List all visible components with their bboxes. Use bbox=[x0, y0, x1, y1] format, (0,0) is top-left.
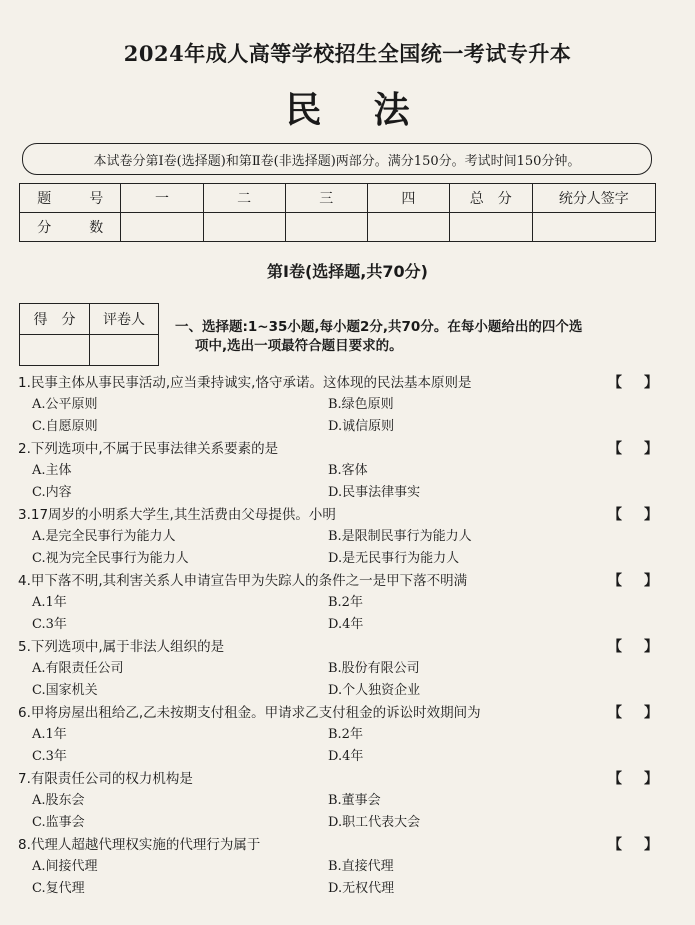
question-option: A.有限责任公司 bbox=[32, 661, 124, 676]
bracket-close: 】 bbox=[644, 507, 658, 523]
question-option: B.客体 bbox=[328, 463, 368, 478]
question-stem: 1.民事主体从事民事活动,应当秉持诚实,恪守承诺。这体现的民法基本原则是 bbox=[18, 375, 472, 391]
question-option: B.2年 bbox=[328, 727, 363, 742]
score-table-cell[interactable] bbox=[367, 213, 449, 242]
grader-score-cell[interactable] bbox=[20, 335, 90, 366]
answer-bracket[interactable] bbox=[608, 438, 658, 460]
section-title: 第Ⅰ卷(选择题,共70分) bbox=[267, 262, 428, 281]
question-item bbox=[18, 834, 658, 900]
bracket-open: 【 bbox=[608, 771, 622, 787]
question-option: C.内容 bbox=[32, 485, 72, 500]
question-option: D.无权代理 bbox=[328, 881, 395, 896]
question-stem: 4.甲下落不明,其利害关系人申请宣告甲为失踪人的条件之一是甲下落不明满 bbox=[18, 573, 468, 589]
answer-bracket[interactable] bbox=[608, 570, 658, 592]
question-option: C.3年 bbox=[32, 749, 67, 764]
bracket-close: 】 bbox=[644, 771, 658, 787]
score-table-score-row bbox=[20, 213, 656, 242]
score-table-cell: 一 bbox=[121, 184, 203, 213]
score-table-cell: 二 bbox=[203, 184, 285, 213]
question-option: D.4年 bbox=[328, 749, 364, 764]
question-option: A.间接代理 bbox=[32, 859, 98, 874]
question-item bbox=[18, 768, 658, 834]
question-stem: 6.甲将房屋出租给乙,乙未按期支付租金。甲请求乙支付租金的诉讼时效期间为 bbox=[18, 705, 481, 721]
question-option: B.是限制民事行为能力人 bbox=[328, 529, 472, 544]
question-option: B.直接代理 bbox=[328, 859, 394, 874]
answer-bracket[interactable] bbox=[608, 636, 658, 658]
answer-bracket[interactable] bbox=[608, 702, 658, 724]
question-item bbox=[18, 504, 658, 570]
bracket-open: 【 bbox=[608, 507, 622, 523]
part-intro-line: 项中,选出一项最符合题目要求的。 bbox=[195, 338, 403, 354]
question-option: C.国家机关 bbox=[32, 683, 98, 698]
score-table-cell[interactable] bbox=[532, 213, 655, 242]
question-option: B.股份有限公司 bbox=[328, 661, 420, 676]
bracket-close: 】 bbox=[644, 705, 658, 721]
question-stem: 2.下列选项中,不属于民事法律关系要素的是 bbox=[18, 441, 279, 457]
bracket-open: 【 bbox=[608, 639, 622, 655]
score-table-cell: 题 号 bbox=[20, 184, 121, 213]
question-item bbox=[18, 636, 658, 702]
part-intro bbox=[175, 318, 655, 356]
answer-bracket[interactable] bbox=[608, 834, 658, 856]
score-table bbox=[19, 183, 656, 242]
score-table-cell: 三 bbox=[285, 184, 367, 213]
exam-instructions: 本试卷分第Ⅰ卷(选择题)和第Ⅱ卷(非选择题)两部分。满分150分。考试时间150分钟。 bbox=[22, 143, 652, 175]
score-table-cell[interactable] bbox=[449, 213, 532, 242]
question-option: C.监事会 bbox=[32, 815, 85, 830]
question-option: D.个人独资企业 bbox=[328, 683, 421, 698]
question-option: A.是完全民事行为能力人 bbox=[32, 529, 176, 544]
question-stem: 8.代理人超越代理权实施的代理行为属于 bbox=[18, 837, 261, 853]
question-option: D.是无民事行为能力人 bbox=[328, 551, 460, 566]
question-option: A.主体 bbox=[32, 463, 72, 478]
score-table-cell: 四 bbox=[367, 184, 449, 213]
question-option: A.1年 bbox=[32, 727, 67, 742]
question-item bbox=[18, 702, 658, 768]
question-list bbox=[18, 372, 658, 900]
question-option: D.4年 bbox=[328, 617, 364, 632]
answer-bracket[interactable] bbox=[608, 504, 658, 526]
question-option: B.绿色原则 bbox=[328, 397, 394, 412]
question-option: B.2年 bbox=[328, 595, 363, 610]
grader-box bbox=[19, 303, 159, 366]
bracket-open: 【 bbox=[608, 837, 622, 853]
question-option: A.公平原则 bbox=[32, 397, 98, 412]
bracket-open: 【 bbox=[608, 573, 622, 589]
question-option: B.董事会 bbox=[328, 793, 381, 808]
part-intro-line: 一、选择题:1~35小题,每小题2分,共70分。在每小题给出的四个选 bbox=[175, 319, 583, 335]
question-stem: 7.有限责任公司的权力机构是 bbox=[18, 771, 193, 787]
grader-name-cell[interactable] bbox=[90, 335, 159, 366]
score-table-cell[interactable] bbox=[285, 213, 367, 242]
score-table-cell[interactable] bbox=[121, 213, 203, 242]
score-table-cell[interactable] bbox=[203, 213, 285, 242]
question-item bbox=[18, 570, 658, 636]
question-option: A.1年 bbox=[32, 595, 67, 610]
answer-bracket[interactable] bbox=[608, 768, 658, 790]
question-option: C.视为完全民事行为能力人 bbox=[32, 551, 189, 566]
answer-bracket[interactable] bbox=[608, 372, 658, 394]
bracket-close: 】 bbox=[644, 573, 658, 589]
bracket-close: 】 bbox=[644, 837, 658, 853]
bracket-close: 】 bbox=[644, 375, 658, 391]
question-stem: 3.17周岁的小明系大学生,其生活费由父母提供。小明 bbox=[18, 507, 336, 523]
bracket-open: 【 bbox=[608, 705, 622, 721]
question-option: C.自愿原则 bbox=[32, 419, 98, 434]
score-table-cell: 分 数 bbox=[20, 213, 121, 242]
question-option: A.股东会 bbox=[32, 793, 85, 808]
subject-title: 民法 bbox=[285, 89, 462, 131]
question-option: D.民事法律事实 bbox=[328, 485, 421, 500]
question-option: D.职工代表大会 bbox=[328, 815, 421, 830]
bracket-open: 【 bbox=[608, 441, 622, 457]
bracket-close: 】 bbox=[644, 441, 658, 457]
question-option: D.诚信原则 bbox=[328, 419, 395, 434]
score-table-cell: 总 分 bbox=[449, 184, 532, 213]
bracket-open: 【 bbox=[608, 375, 622, 391]
grader-name-label: 评卷人 bbox=[90, 304, 159, 335]
question-option: C.3年 bbox=[32, 617, 67, 632]
score-table-header-row bbox=[20, 184, 656, 213]
score-table-cell: 统分人签字 bbox=[532, 184, 655, 213]
question-item bbox=[18, 438, 658, 504]
grader-score-label: 得 分 bbox=[20, 304, 90, 335]
question-item bbox=[18, 372, 658, 438]
question-stem: 5.下列选项中,属于非法人组织的是 bbox=[18, 639, 225, 655]
bracket-close: 】 bbox=[644, 639, 658, 655]
exam-title: 2024年成人高等学校招生全国统一考试专升本 bbox=[123, 41, 572, 66]
question-option: C.复代理 bbox=[32, 881, 85, 896]
